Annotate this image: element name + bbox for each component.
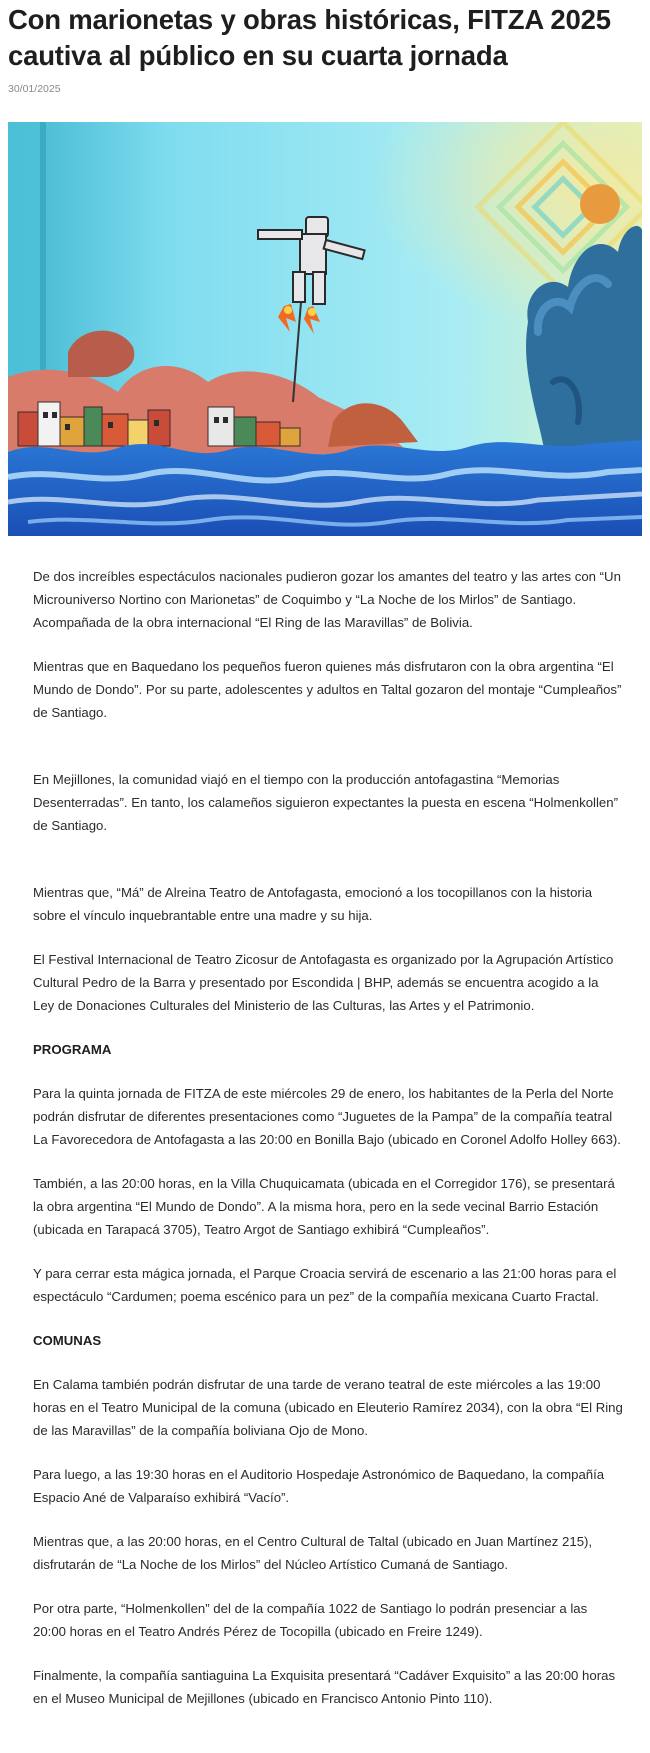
publish-date: 30/01/2025 [8, 83, 61, 95]
paragraph: En Calama también podrán disfrutar de una tarde de verano teatral de este miércoles a las 19:00 horas en el Teatro Municipal de la comuna (ubicado en Eleuterio Ramírez 2034), con la obra “El Ring de las Maravillas” de la compañía boliviana Ojo de Mono. [33, 1377, 623, 1438]
paragraph: Por otra parte, “Holmenkollen” del de la compañía 1022 de Santiago lo podrán presenciar a las 20:00 horas en el Teatro Andrés Pérez de Tocopilla (ubicado en Freire 1249). [33, 1601, 588, 1639]
paragraph: Finalmente, la compañía santiaguina La Exquisita presentará “Cadáver Exquisito” a las 20:00 horas en el Museo Municipal de Mejillones (ubicado en Francisco Antonio Pinto 110). [33, 1668, 616, 1706]
paragraph: En Mejillones, la comunidad viajó en el tiempo con la producción antofagastina “Memorias Desenterradas”. En tanto, los calameños siguieron expectantes la puesta en escena “Holmenkollen” de Santiago. [33, 772, 618, 833]
paragraph: Mientras que, a las 20:00 horas, en el Centro Cultural de Taltal (ubicado en Juan Martínez 215), disfrutarán de “La Noche de los Mirlos” del Núcleo Artístico Cumaná de Santiago. [33, 1534, 593, 1572]
paragraph: Para luego, a las 19:30 horas en el Auditorio Hospedaje Astronómico de Baquedano, la compañía Espacio Ané de Valparaíso exhibirá “Vacío”. [33, 1467, 605, 1505]
paragraph: Mientras que en Baquedano los pequeños fueron quienes más disfrutaron con la obra argentina “El Mundo de Dondo”. Por su parte, adolescentes y adultos en Taltal gozaron del montaje “Cumpleaños” de Santiago. [33, 659, 622, 720]
section-heading-programa: PROGRAMA [33, 1042, 112, 1057]
article-body [33, 565, 623, 1731]
paragraph: Mientras que, “Má” de Alreina Teatro de Antofagasta, emocionó a los tocopillanos con la historia sobre el vínculo inquebrantable entre una madre y su hija. [33, 885, 593, 923]
paragraph: También, a las 20:00 horas, en la Villa Chuquicamata (ubicada en el Corregidor 176), se presentará la obra argentina “El Mundo de Dondo”. A la misma hora, pero en la sede vecinal Barrio Estación (ubicada en Tarapacá 3705), Teatro Argot de Santiago exhibirá “Cumpleaños”. [33, 1176, 615, 1237]
hero-image [8, 122, 642, 536]
paragraph: El Festival Internacional de Teatro Zicosur de Antofagasta es organizado por la Agrupación Artístico Cultural Pedro de la Barra y presentado por Escondida | BHP, además se encuentra acogido a la Ley de Donaciones Culturales del Ministerio de las Culturas, las Artes y el Patrimonio. [33, 952, 614, 1013]
paragraph: Para la quinta jornada de FITZA de este miércoles 29 de enero, los habitantes de la Perla del Norte podrán disfrutar de diferentes presentaciones como “Juguetes de la Pampa” de la compañía teatral La Favorecedora de Antofagasta a las 20:00 en Bonilla Bajo (ubicado en Coronel Adolfo Holley 663). [33, 1086, 621, 1147]
article-title: Con marionetas y obras históricas, FITZA 2025 cautiva al público en su cuarta jornada [8, 4, 611, 71]
paragraph: De dos increíbles espectáculos nacionales pudieron gozar los amantes del teatro y las artes con “Un Microuniverso Nortino con Marionetas” de Coquimbo y “La Noche de los Mirlos” de Santiago. Acompañada de la obra internacional “El Ring de las Maravillas” de Bolivia. [33, 569, 621, 630]
marionette-scene-illustration [8, 122, 642, 536]
section-heading-comunas: COMUNAS [33, 1333, 102, 1348]
paragraph: Y para cerrar esta mágica jornada, el Parque Croacia servirá de escenario a las 21:00 horas para el espectáculo “Cardumen; poema escénico para un pez” de la compañía mexicana Cuarto Fractal. [33, 1266, 617, 1304]
